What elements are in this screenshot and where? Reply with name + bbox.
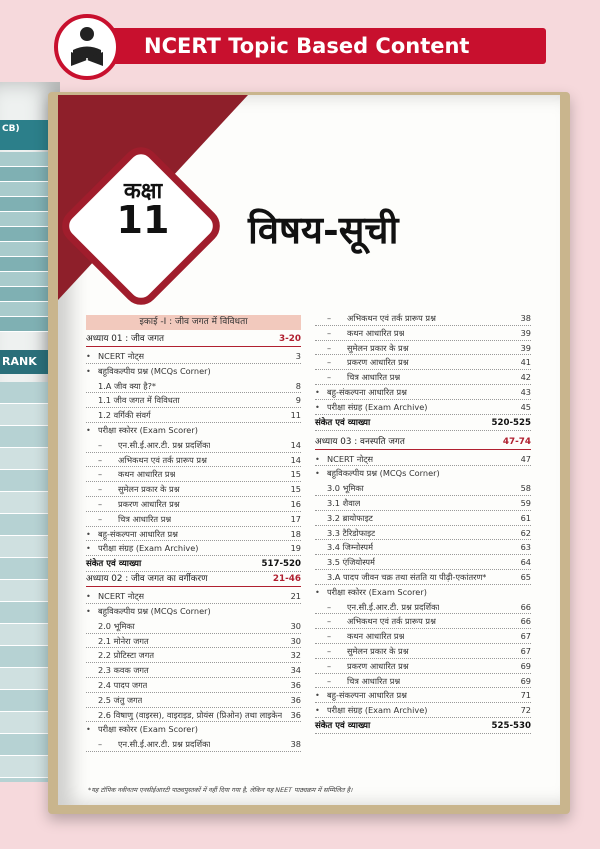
class-number: 11 (116, 198, 170, 242)
toc-row (315, 326, 531, 341)
back-rank-header: RANK (0, 350, 56, 374)
toc-row (315, 400, 531, 415)
toc-row (315, 674, 531, 689)
toc-row (315, 600, 531, 615)
toc-row (315, 385, 531, 400)
answers-pages: 520-525 (491, 417, 531, 428)
toc-entry-text: • NCERT नोट्स (315, 452, 373, 466)
toc-entry-page: 39 (520, 327, 531, 338)
toc-entry-page: 71 (520, 690, 531, 701)
toc-entry-page: 66 (520, 601, 531, 612)
toc-entry-page: 69 (520, 675, 531, 686)
toc-entry-text: • बहु-संकल्पना आधारित प्रश्न (315, 385, 407, 399)
toc-entry-page: 30 (290, 620, 301, 631)
toc-entry-text: • NCERT नोट्स (86, 349, 144, 363)
toc-entry-page: 43 (520, 386, 531, 397)
right-column (315, 311, 531, 734)
toc-entry-page: 47 (520, 453, 531, 464)
toc-entry-page: 42 (520, 372, 531, 383)
toc-row (86, 604, 301, 619)
toc-entry-text: • परीक्षा संग्रह (Exam Archive) (86, 541, 198, 555)
chapter-pages: 3-20 (278, 334, 301, 344)
toc-entry-text: • परीक्षा स्कोरर (Exam Scorer) (86, 423, 198, 438)
chapter-heading (86, 332, 301, 347)
toc-entry-text: 2.6 विषाणु (वाइरस), वाइराइड, प्रोयंस (प्रिओन) तथा लाइकेन (98, 709, 283, 720)
toc-row (86, 482, 301, 497)
toc-entry-text: – चित्र आधारित प्रश्न (86, 512, 171, 526)
toc-row (315, 555, 531, 570)
chapter-title: अध्याय 02 : जीव जगत का वर्गीकरण (86, 574, 208, 585)
footnote: *यह टॉपिक नवीनतम एनसीईआरटी पाठ्यपुस्तकों में नहीं दिया गया है, लेकिन यह NEET पाठ्यक्रम में सम्मिलित है। (88, 786, 353, 794)
toc-row (315, 355, 531, 370)
answers-pages: 525-530 (491, 720, 531, 731)
toc-row (315, 496, 531, 511)
toc-entry-text: – एन.सी.ई.आर.टी. प्रश्न प्रदर्शिका (86, 737, 210, 751)
toc-row (315, 629, 531, 644)
toc-row (315, 614, 531, 629)
toc-entry-text: – चित्र आधारित प्रश्न (315, 674, 400, 688)
toc-row (315, 311, 531, 326)
toc-row (86, 722, 301, 737)
toc-entry-page: 69 (520, 660, 531, 671)
toc-entry-text: 3.2 ब्रायोफाइट (327, 512, 373, 523)
page-title: विषय-सूची (248, 207, 399, 252)
toc-entry-text: 3.1 शैवाल (327, 497, 361, 508)
toc-entry-page: 72 (520, 705, 531, 716)
toc-entry-text: 3.A पादप जीवन चक्र तथा संतति या पीढ़ी-एकांतरण* (327, 571, 487, 582)
answers-label: संकेत एवं व्याख्या (315, 720, 371, 731)
toc-entry-page: 61 (520, 512, 531, 523)
toc-row (86, 619, 301, 634)
toc-row (315, 585, 531, 600)
chapter-title: अध्याय 01 : जीव जगत (86, 334, 165, 344)
toc-row (315, 570, 531, 585)
toc-entry-text: • परीक्षा संग्रह (Exam Archive) (315, 400, 427, 414)
reader-icon (67, 26, 107, 68)
toc-entry-text: – प्रकरण आधारित प्रश्न (315, 355, 409, 369)
toc-entry-page: 58 (520, 483, 531, 494)
toc-entry-page: 21 (290, 591, 301, 602)
toc-row (86, 663, 301, 678)
toc-entry-text: • NCERT नोट्स (86, 589, 144, 603)
toc-row (86, 393, 301, 408)
toc-row (86, 512, 301, 527)
toc-row (86, 438, 301, 453)
toc-row (315, 703, 531, 718)
toc-row (86, 453, 301, 468)
toc-row (86, 423, 301, 438)
toc-entry-page: 14 (290, 439, 301, 450)
toc-entry-page: 38 (520, 313, 531, 323)
toc-entry-text: • बहुविकल्पीय प्रश्न (MCQs Corner) (86, 604, 211, 619)
left-column (86, 315, 301, 752)
toc-row (86, 648, 301, 663)
toc-entry-text: – एन.सी.ई.आर.टी. प्रश्न प्रदर्शिका (315, 600, 439, 614)
toc-row (86, 349, 301, 364)
toc-entry-page: 62 (520, 527, 531, 538)
toc-row (315, 452, 531, 467)
toc-entry-text: 2.2 प्रोटिस्टा जगत (98, 650, 155, 661)
toc-entry-text: – एन.सी.ई.आर.टी. प्रश्न प्रदर्शिका (86, 438, 210, 452)
toc-entry-text: – प्रकरण आधारित प्रश्न (86, 497, 180, 511)
toc-entry-text: – प्रकरण आधारित प्रश्न (315, 659, 409, 673)
toc-entry-page: 30 (290, 635, 301, 646)
toc-entry-text: • परीक्षा स्कोरर (Exam Scorer) (86, 722, 198, 737)
toc-entry-page: 16 (290, 498, 301, 509)
toc-entry-page: 17 (290, 513, 301, 524)
toc-entry-page: 39 (520, 342, 531, 353)
toc-row (315, 688, 531, 703)
banner-text: NCERT Topic Based Content (144, 34, 470, 58)
answers-label: संकेत एवं व्याख्या (315, 417, 371, 428)
answers-row (315, 718, 531, 734)
toc-row (315, 644, 531, 659)
toc-row (86, 379, 301, 394)
answers-label: संकेत एवं व्याख्या (86, 559, 142, 570)
toc-entry-page: 66 (520, 616, 531, 627)
toc-entry-text: 2.3 कवक जगत (98, 665, 149, 676)
toc-entry-page: 45 (520, 401, 531, 412)
toc-entry-page: 14 (290, 454, 301, 465)
toc-entry-text: – सुमेलन प्रकार के प्रश्न (315, 341, 409, 355)
toc-entry-text: – कथन आधारित प्रश्न (86, 467, 175, 481)
toc-entry-page: 8 (295, 380, 301, 391)
toc-entry-page: 3 (295, 351, 301, 361)
toc-entry-text: 1.2 वर्गिकी संवर्ग (98, 410, 151, 421)
toc-entry-page: 65 (520, 571, 531, 582)
toc-row (315, 659, 531, 674)
toc-entry-page: 11 (290, 410, 301, 421)
chapter-pages: 21-46 (272, 574, 301, 585)
chapter-pages: 47-74 (502, 436, 531, 447)
toc-entry-page: 32 (290, 650, 301, 661)
toc-entry-text: 3.3 टैरिडोफाइट (327, 527, 376, 538)
toc-row (86, 708, 301, 723)
toc-entry-text: • बहु-संकल्पना आधारित प्रश्न (86, 527, 178, 541)
back-table-rows (0, 152, 50, 332)
toc-row (315, 370, 531, 385)
toc-entry-text: 3.5 एंजियोस्पर्म (327, 557, 375, 568)
toc-row (86, 737, 301, 752)
toc-entry-text: – कथन आधारित प्रश्न (315, 326, 404, 340)
answers-pages: 517-520 (261, 559, 301, 570)
toc-row (86, 467, 301, 482)
toc-entry-text: 2.0 भूमिका (98, 620, 135, 631)
chapter-title: अध्याय 03 : वनस्पति जगत (315, 436, 405, 447)
toc-entry-text: – अभिकथन एवं तर्क प्रारूप प्रश्न (86, 453, 207, 467)
toc-entry-text: • बहुविकल्पीय प्रश्न (MCQs Corner) (315, 466, 440, 481)
back-table-header: CB) (0, 120, 50, 150)
class-label: कक्षा (123, 178, 163, 204)
toc-entry-page: 36 (290, 679, 301, 690)
toc-entry-page: 19 (290, 543, 301, 554)
toc-entry-text: • परीक्षा संग्रह (Exam Archive) (315, 703, 427, 717)
chapter-heading (86, 572, 301, 587)
toc-entry-text: • बहुविकल्पीय प्रश्न (MCQs Corner) (86, 364, 211, 379)
toc-row (86, 408, 301, 423)
toc-entry-page: 15 (290, 469, 301, 480)
toc-row (86, 497, 301, 512)
toc-entry-text: 3.4 जिम्नोस्पर्म (327, 542, 373, 553)
toc-entry-text: 2.1 मोनेरा जगत (98, 635, 149, 646)
toc-entry-page: 67 (520, 645, 531, 656)
toc-entry-text: 2.5 जंतु जगत (98, 694, 143, 705)
toc-row (86, 589, 301, 604)
toc-entry-page: 9 (295, 395, 301, 406)
toc-entry-text: • परीक्षा स्कोरर (Exam Scorer) (315, 585, 427, 600)
toc-entry-text: 3.0 भूमिका (327, 483, 364, 494)
toc-row (315, 481, 531, 496)
back-rank-rows (0, 382, 52, 782)
toc-entry-text: 1.1 जीव जगत में विविधता (98, 395, 180, 406)
toc-entry-text: – सुमेलन प्रकार के प्रश्न (86, 482, 180, 496)
answers-row (315, 415, 531, 431)
toc-row (315, 540, 531, 555)
toc-row (86, 527, 301, 542)
toc-row (86, 541, 301, 556)
toc-row (86, 364, 301, 379)
toc-entry-page: 64 (520, 557, 531, 568)
toc-row (315, 511, 531, 526)
toc-entry-text: – अभिकथन एवं तर्क प्रारूप प्रश्न (315, 311, 436, 325)
toc-entry-page: 41 (520, 357, 531, 368)
toc-entry-text: – अभिकथन एवं तर्क प्रारूप प्रश्न (315, 614, 436, 628)
toc-entry-text: 2.4 पादप जगत (98, 679, 148, 690)
toc-entry-text: – कथन आधारित प्रश्न (315, 629, 404, 643)
toc-entry-page: 34 (290, 665, 301, 676)
topic-banner (110, 28, 546, 64)
unit-heading: इकाई -I : जीव जगत में विविधता (86, 315, 301, 330)
toc-row (315, 466, 531, 481)
toc-entry-page: 36 (290, 709, 301, 720)
toc-entry-page: 38 (290, 739, 301, 750)
toc-row (86, 634, 301, 649)
toc-entry-page: 67 (520, 631, 531, 642)
chapter-heading (315, 435, 531, 450)
toc-entry-page: 59 (520, 497, 531, 508)
toc-entry-text: – चित्र आधारित प्रश्न (315, 370, 400, 384)
toc-row (315, 526, 531, 541)
toc-row (315, 341, 531, 356)
toc-entry-page: 15 (290, 484, 301, 495)
toc-entry-page: 63 (520, 542, 531, 553)
toc-entry-page: 36 (290, 694, 301, 705)
toc-row (86, 693, 301, 708)
toc-entry-text: 1.A जीव क्या है?* (98, 380, 157, 391)
answers-row (86, 556, 301, 572)
toc-entry-page: 18 (290, 528, 301, 539)
reader-badge (54, 14, 120, 80)
contents-page (58, 95, 560, 805)
toc-entry-text: – सुमेलन प्रकार के प्रश्न (315, 644, 409, 658)
toc-row (86, 678, 301, 693)
toc-entry-text: • बहु-संकल्पना आधारित प्रश्न (315, 688, 407, 702)
